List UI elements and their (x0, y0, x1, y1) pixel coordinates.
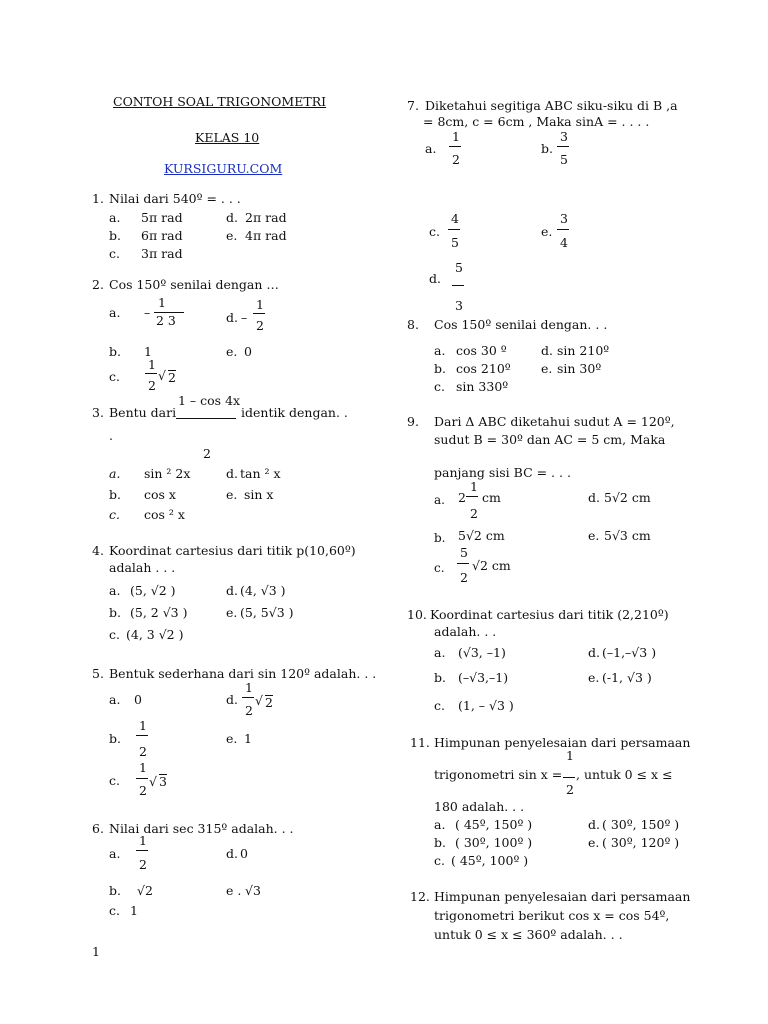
fraction-denominator: 3 (455, 298, 463, 313)
question-text: Koordinat cartesius dari titik (2,210º) (430, 607, 669, 622)
option-e: ( 30º, 120º ) (602, 835, 680, 850)
question-number: 7. (407, 98, 419, 113)
document-title: CONTOH SOAL TRIGONOMETRI (113, 94, 327, 109)
option-label: a. (109, 305, 121, 320)
option-label: a. (109, 466, 121, 481)
fraction-denominator: 2 (245, 703, 253, 718)
option-e: (5, 5√3 ) (240, 605, 294, 620)
question-number: 6. (92, 821, 104, 836)
question-text: Koordinat cartesius dari titik p(10,60º) (109, 543, 356, 558)
option-e: 0 (244, 344, 252, 359)
fraction-numerator: 1 (139, 718, 147, 733)
option-e: 5√3 cm (604, 528, 651, 543)
option-e: sin x (244, 487, 274, 502)
mixed-whole: 2 (458, 490, 466, 505)
fraction-bar (253, 313, 265, 314)
option-label: a. (434, 645, 446, 660)
question-number: 4. (92, 543, 104, 558)
option-label: e. (226, 228, 238, 243)
option-label: d. (588, 817, 600, 832)
fraction-numerator: 1 (245, 680, 253, 695)
option-label: a. (109, 583, 121, 598)
option-label: d. (588, 645, 600, 660)
option-label: c. (434, 698, 445, 713)
fraction-denominator: 5 (560, 152, 568, 167)
option-label: b. (109, 731, 121, 746)
fraction-bar (145, 373, 157, 374)
question-number: 1. (92, 191, 104, 206)
option-d: (4, √3 ) (240, 583, 286, 598)
question-text-line2: trigonometri berikut cos x = cos 54º, (434, 908, 670, 923)
option-b: cos x (144, 487, 176, 502)
fraction-bar (457, 563, 469, 564)
fraction-numerator: 1 (148, 357, 156, 372)
fraction-numerator: 1 (256, 297, 264, 312)
option-label: b. (109, 605, 121, 620)
question-number: 10. (407, 607, 427, 622)
question-text: Himpunan penyelesaian dari persamaan (434, 735, 691, 750)
option-label: d. (226, 310, 238, 325)
option-a: cos 30 º (456, 343, 507, 358)
question-text-line3: untuk 0 ≤ x ≤ 360º adalah. . . (434, 927, 623, 942)
option-a: sin ² 2x (144, 466, 191, 481)
question-text-line3: 180 adalah. . . (434, 799, 525, 814)
option-d: 5√2 cm (604, 490, 651, 505)
fraction-numerator: 5 (460, 545, 468, 560)
option-d: 0 (240, 846, 248, 861)
sqrt-icon: √ (149, 774, 157, 789)
fraction-numerator: 4 (451, 211, 459, 226)
option-a: 0 (134, 692, 142, 707)
page-number: 1 (92, 944, 100, 959)
option-label: c. (434, 853, 445, 868)
option-label: a. (425, 141, 437, 156)
option-label: d. (226, 692, 238, 707)
option-d: sin 210º (557, 343, 610, 358)
question-number: 2. (92, 277, 104, 292)
question-text: Diketahui segitiga ABC siku-siku di B ,a (425, 98, 678, 113)
fraction-bar (563, 777, 575, 778)
fraction-numerator: 1 (158, 295, 166, 310)
fraction-numerator: 1 (566, 748, 574, 763)
option-b: cos 210º (456, 361, 511, 376)
option-label: e. (226, 731, 238, 746)
option-label: e. (588, 835, 600, 850)
option-d: ( 30º, 150º ) (602, 817, 680, 832)
question-text: Cos 150º senilai dengan. . . (434, 317, 608, 332)
question-text: Nilai dari 540º = . . . (109, 191, 241, 206)
option-label: c. (109, 369, 120, 384)
option-d: (–1,–√3 ) (602, 645, 657, 660)
continuation-dot: . (109, 428, 113, 443)
option-label: e. (541, 224, 553, 239)
radicand: 2 (168, 370, 176, 385)
question-text-line2: = 8cm, c = 6cm , Maka sinA = . . . . (423, 114, 650, 129)
question-number: 3. (92, 405, 104, 420)
option-c: 1 (130, 903, 138, 918)
fraction-denominator: 2 (470, 506, 478, 521)
option-label: d. (226, 466, 238, 481)
option-c: (1, – √3 ) (458, 698, 514, 713)
question-text-line3: panjang sisi BC = . . . (434, 465, 571, 480)
question-number: 5. (92, 666, 104, 681)
option-label: b. (109, 344, 121, 359)
option-b: 5√2 cm (458, 528, 505, 543)
option-label: d. (588, 490, 600, 505)
fraction-denominator: 2 (203, 446, 211, 461)
fraction-denominator: 2 (148, 378, 156, 393)
option-label: d. (541, 343, 553, 358)
question-number: 8. (407, 317, 419, 332)
option-c: 3π rad (141, 246, 183, 261)
option-label: b. (434, 531, 446, 545)
option-d: tan ² x (240, 466, 281, 481)
fraction-bar (136, 850, 148, 851)
option-label: c. (109, 246, 120, 261)
minus-sign: – (241, 310, 248, 325)
option-label: b. (541, 141, 553, 156)
option-a: ( 45º, 150º ) (455, 817, 533, 832)
fraction-denominator: 2 (139, 783, 147, 798)
option-a: (√3, –1) (458, 645, 506, 660)
option-label: c. (109, 773, 120, 788)
option-label: a. (434, 343, 446, 358)
fraction-bar (557, 146, 569, 147)
question-text-line2: adalah. . . (434, 624, 497, 639)
option-b: 1 (144, 344, 152, 359)
option-c: sin 330º (456, 379, 509, 394)
question-text: Himpunan penyelesaian dari persamaan (434, 889, 691, 904)
option-c: cos ² x (144, 507, 185, 522)
fraction-denominator: 2 (139, 744, 147, 759)
fraction-numerator: 1 – cos 4x (178, 393, 241, 408)
fraction-numerator: 1 (139, 833, 147, 848)
option-b: (–√3,–1) (458, 670, 509, 685)
question-number: 11. (410, 735, 430, 750)
option-label: b. (109, 487, 121, 502)
question-text: Dari Δ ABC diketahui sudut A = 120º, (434, 414, 675, 429)
sqrt-icon: √ (158, 368, 166, 383)
option-e: (-1, √3 ) (602, 670, 652, 685)
question-text-line2-tail: , untuk 0 ≤ x ≤ (576, 767, 673, 782)
fraction-numerator: 1 (452, 129, 460, 144)
fraction-bar (176, 418, 236, 419)
fraction-bar (136, 735, 148, 736)
fraction-denominator: 2 (452, 152, 460, 167)
fraction-bar (557, 229, 569, 230)
option-c: (4, 3 √2 ) (126, 627, 184, 642)
option-b: (5, 2 √3 ) (130, 605, 188, 620)
option-c-tail: √2 cm (472, 558, 511, 573)
option-e: 1 (244, 731, 252, 746)
option-label: a. (109, 846, 121, 861)
question-number: 9. (407, 414, 419, 429)
option-a: 5π rad (141, 210, 183, 225)
option-label: c. (434, 561, 445, 575)
fraction-bar (136, 778, 148, 779)
option-e: √3 (245, 883, 261, 898)
fraction-numerator: 3 (560, 211, 568, 226)
option-a-unit: cm (482, 490, 501, 505)
option-label: b. (109, 228, 121, 243)
option-label: a. (434, 817, 446, 832)
radicand: 2 (265, 695, 273, 710)
fraction-bar (466, 496, 478, 497)
option-label: a. (109, 692, 121, 707)
option-label: e. (588, 528, 600, 543)
site-link[interactable]: KURSIGURU.COM (164, 161, 283, 176)
option-label: b. (434, 835, 446, 850)
option-d: 2π rad (245, 210, 287, 225)
option-e: sin 30º (557, 361, 602, 376)
fraction-numerator: 3 (560, 129, 568, 144)
option-label: e. (588, 670, 600, 685)
fraction-denominator: 5 (451, 235, 459, 250)
option-label: a. (109, 210, 121, 225)
question-number: 12. (410, 889, 430, 904)
question-text: Nilai dari sec 315º adalah. . . (109, 821, 294, 836)
question-text-tail: identik dengan. . (241, 405, 348, 420)
radicand: 3 (159, 774, 167, 789)
option-label: d. (226, 846, 238, 861)
fraction-denominator: 4 (560, 235, 568, 250)
option-b: ( 30º, 100º ) (455, 835, 533, 850)
fraction-bar (449, 146, 461, 147)
option-label: e. (226, 605, 238, 620)
fraction-denominator: 2 (566, 782, 574, 797)
fraction-bar (448, 229, 460, 230)
question-text: Bentu dari (109, 405, 177, 420)
question-text-line2: adalah . . . (109, 560, 176, 575)
fraction-denominator: 2 (460, 570, 468, 585)
option-label: c. (109, 627, 120, 642)
option-label: c. (109, 903, 120, 918)
option-label: e. (226, 487, 238, 502)
option-label: e . (226, 883, 242, 898)
question-text: Cos 150º senilai dengan … (109, 277, 279, 292)
fraction-denominator: 2 (139, 857, 147, 872)
fraction-denominator: 2 (256, 318, 264, 333)
option-label: e. (541, 361, 553, 376)
option-e: 4π rad (245, 228, 287, 243)
question-text: Bentuk sederhana dari sin 120º adalah. . . (109, 666, 377, 681)
option-a: (5, √2 ) (130, 583, 176, 598)
option-label: c. (429, 224, 440, 239)
option-c: ( 45º, 100º ) (451, 853, 529, 868)
option-label: d. (226, 210, 238, 225)
option-label: b. (434, 670, 446, 685)
option-label: d. (226, 583, 238, 598)
option-label: c. (109, 507, 120, 522)
option-b: √2 (137, 883, 153, 898)
question-text-line2: sudut B = 30º dan AC = 5 cm, Maka (434, 432, 666, 447)
option-label: d. (429, 271, 441, 286)
fraction-bar (452, 285, 464, 286)
question-text-line2: trigonometri sin x = (434, 767, 563, 782)
option-b: 6π rad (141, 228, 183, 243)
class-level: KELAS 10 (195, 130, 260, 145)
option-label: b. (434, 361, 446, 376)
option-label: e. (226, 344, 238, 359)
option-label: c. (434, 379, 445, 394)
fraction-numerator: 1 (470, 479, 478, 494)
fraction-numerator: 1 (139, 760, 147, 775)
minus-sign: – (144, 305, 151, 320)
option-label: a. (434, 493, 445, 507)
fraction-numerator: 5 (455, 260, 463, 275)
option-label: b. (109, 883, 121, 898)
fraction-denominator: 2 3 (156, 313, 176, 328)
fraction-bar (242, 697, 254, 698)
sqrt-icon: √ (255, 693, 263, 708)
